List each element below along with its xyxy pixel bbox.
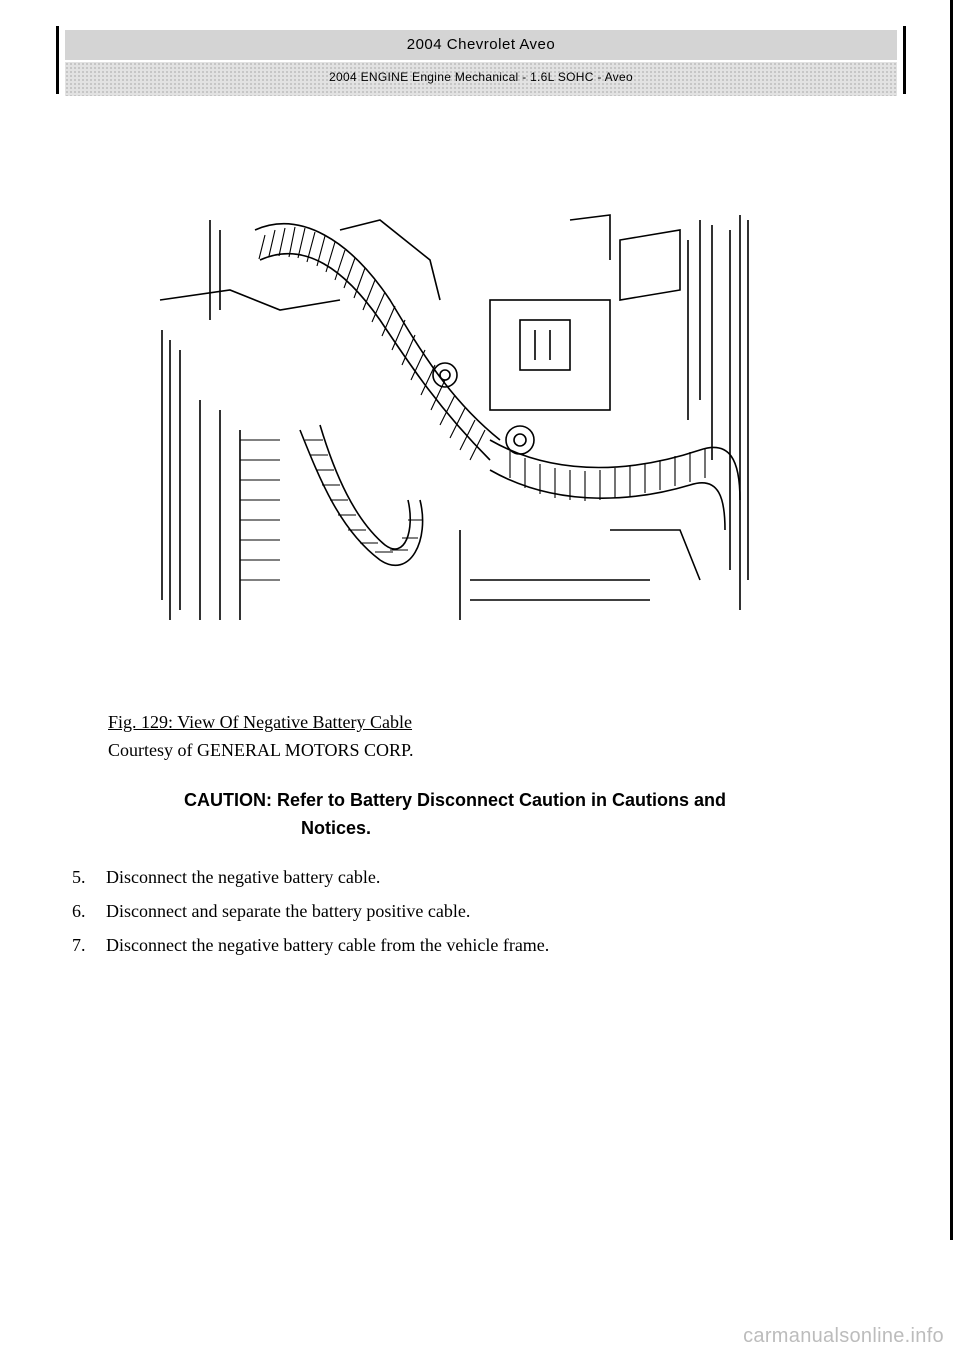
step-text: Disconnect the negative battery cable. xyxy=(106,867,381,887)
caution-text: CAUTION: Refer to Battery Disconnect Caution in Cautions and xyxy=(184,790,727,810)
step-number: 6. xyxy=(72,901,86,921)
engine-bay-illustration xyxy=(140,200,760,630)
list-item xyxy=(72,894,892,928)
step-number: 5. xyxy=(72,867,86,887)
caution-note xyxy=(184,786,884,842)
figure-title: Fig. 129: View Of Negative Battery Cable xyxy=(108,712,413,732)
step-number: 7. xyxy=(72,935,86,955)
step-text: Disconnect and separate the battery positive cable. xyxy=(106,901,471,921)
list-item xyxy=(72,928,892,962)
page-header xyxy=(56,26,906,94)
right-page-rule xyxy=(950,0,953,1240)
list-item xyxy=(72,860,892,894)
figure-caption xyxy=(108,708,414,764)
procedure-steps xyxy=(72,860,892,962)
header-title: 2004 Chevrolet Aveo xyxy=(65,30,897,60)
watermark: carmanualsonline.info xyxy=(743,1325,944,1347)
figure-courtesy: Courtesy of GENERAL MOTORS CORP. xyxy=(108,740,414,760)
header-subtitle: 2004 ENGINE Engine Mechanical - 1.6L SOHC - Aveo xyxy=(65,62,897,96)
step-text: Disconnect the negative battery cable from the vehicle frame. xyxy=(106,935,550,955)
caution-continuation: Notices. xyxy=(301,818,372,838)
